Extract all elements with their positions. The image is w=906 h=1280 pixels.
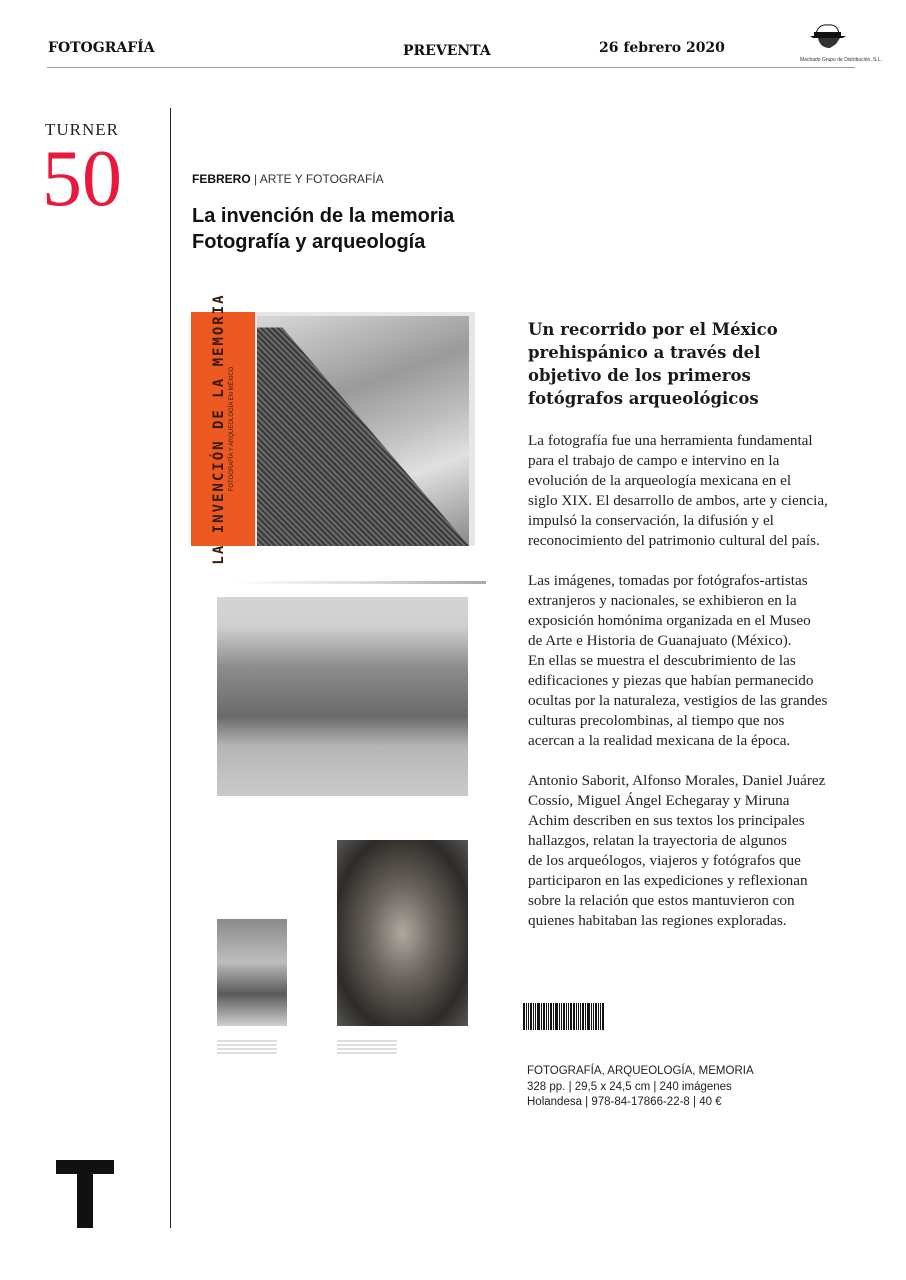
barcode-bar xyxy=(566,1003,567,1030)
barcode-bar xyxy=(600,1003,601,1030)
header-section: FOTOGRAFÍA xyxy=(48,40,155,56)
barcode-bar xyxy=(546,1003,547,1030)
barcode-bar xyxy=(535,1003,536,1030)
book-subtitle: Fotografía y arqueología xyxy=(192,231,426,253)
barcode-bar xyxy=(580,1003,581,1030)
barcode-bar xyxy=(523,1003,525,1030)
lead-text: Un recorrido por el México prehispánico a través del objetivo de los primeros fotógrafos arqueológicos xyxy=(528,320,778,408)
turner-50-mark: 50 xyxy=(42,135,122,223)
barcode-bar xyxy=(578,1003,579,1030)
barcode-bar xyxy=(573,1003,575,1030)
body-paragraph-1: La fotografía fue una herramienta fundamental para el trabajo de campo e intervino en la evolución de la arqueología mexicana en el siglo XIX. El desarrollo de ambos, arte y ciencia, impulsó la conservación, la difusión y el reconocimiento del patrimonio cultural del país. xyxy=(528,432,828,549)
barcode-bar xyxy=(595,1003,597,1030)
category: ARTE Y FOTOGRAFÍA xyxy=(259,172,384,186)
barcode-bar xyxy=(561,1003,562,1030)
hat-man-icon xyxy=(806,22,850,52)
barcode-bar xyxy=(550,1003,552,1030)
figurines-photo xyxy=(217,919,287,1026)
spec-format: 328 pp. | 29,5 x 24,5 cm | 240 imágenes xyxy=(527,1080,732,1093)
distributor-logo xyxy=(800,22,882,64)
turner-t-logo xyxy=(56,1160,114,1228)
turner-brand: TURNER xyxy=(45,120,119,139)
barcode-bar xyxy=(526,1003,527,1030)
barcode-bar xyxy=(555,1003,558,1030)
barcode-bar xyxy=(570,1003,572,1030)
barcode-bar xyxy=(548,1003,549,1030)
barcode-bar xyxy=(533,1003,534,1030)
month: FEBRERO xyxy=(192,172,251,186)
barcode-bar xyxy=(559,1003,560,1030)
barcode-bar xyxy=(591,1003,592,1030)
cover-title: LA INVENCIÓN DE LA MEMORIA xyxy=(211,293,227,565)
book-specs xyxy=(527,1064,754,1111)
sculpture-photo xyxy=(337,840,468,1026)
body-paragraph-3: Antonio Saborit, Alfonso Morales, Daniel Juárez Cossío, Miguel Ángel Echegaray y Miruna Achim describen en sus textos los principales hallazgos, relatan la trayectoria de algunos de los arqueólogos, viajeros y fotógrafos que participaron en las expediciones y reflexionan sobre la relación que estos mantuvieron con quienes habitaban las regiones exploradas. xyxy=(528,772,826,929)
barcode-bar xyxy=(568,1003,569,1030)
header-date: 26 febrero 2020 xyxy=(599,40,725,56)
excavation-photo xyxy=(217,597,468,796)
barcode-bar xyxy=(528,1003,529,1030)
barcode-bar xyxy=(576,1003,577,1030)
barcode-bar xyxy=(541,1003,542,1030)
barcode-bar xyxy=(585,1003,586,1030)
barcode-bar xyxy=(598,1003,599,1030)
spread-edge xyxy=(232,581,486,584)
category-line: FEBRERO | ARTE Y FOTOGRAFÍA xyxy=(192,172,384,186)
photo-caption-placeholder xyxy=(337,1038,397,1056)
spec-binding: Holandesa | 978-84-17866-22-8 | 40 € xyxy=(527,1096,722,1108)
barcode-bar xyxy=(582,1003,584,1030)
barcode-bar xyxy=(602,1003,604,1030)
body-paragraph-2: Las imágenes, tomadas por fotógrafos-artistas extranjeros y nacionales, se exhibieron en la exposición homónima organizada en el Museo de Arte e Historia de Guanajuato (México). En ellas se muestra el descubrimiento de las edificaciones y piezas que habían permanecido ocultas por la naturaleza, vestigios de las grandes culturas precolombinas, al tiempo que nos acercan a la realidad mexicana de la época. xyxy=(528,572,828,749)
cover-subtitle: FOTOGRAFÍA Y ARQUEOLOGÍA EN MÉXICO xyxy=(229,366,235,492)
barcode-bar xyxy=(530,1003,532,1030)
barcode-bar xyxy=(543,1003,545,1030)
photo-caption-placeholder xyxy=(217,1038,277,1056)
barcode-bar xyxy=(537,1003,540,1030)
header-status: PREVENTA xyxy=(403,43,491,59)
book-cover-image xyxy=(191,293,475,565)
book-title: La invención de la memoria xyxy=(192,205,455,227)
distributor-name: Machado Grupo de Distribución, S.L. xyxy=(800,57,882,63)
vertical-divider xyxy=(170,108,171,1228)
barcode-bar xyxy=(553,1003,554,1030)
barcode-bar xyxy=(563,1003,565,1030)
isbn-barcode xyxy=(523,1003,620,1030)
header-divider xyxy=(47,67,855,68)
barcode-bar xyxy=(593,1003,594,1030)
barcode-bar xyxy=(587,1003,590,1030)
spec-keywords: FOTOGRAFÍA, ARQUEOLOGÍA, MEMORIA xyxy=(527,1065,754,1077)
book-title-block xyxy=(192,203,454,255)
